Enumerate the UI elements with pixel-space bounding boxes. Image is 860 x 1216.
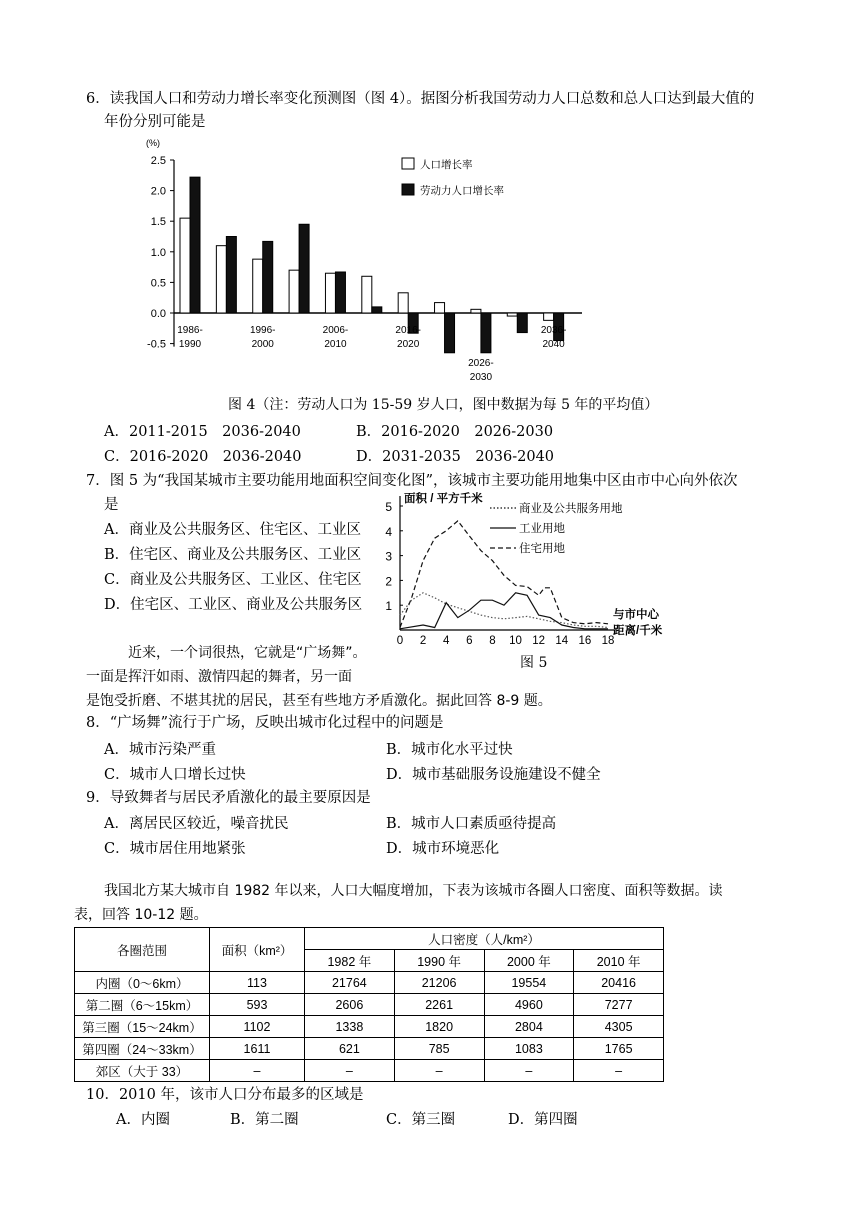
q9-option-c[interactable]: C．城市居住用地紧张: [104, 841, 246, 857]
x-tick-label: 2036-: [540, 325, 567, 336]
land-use-line-chart: [376, 488, 666, 650]
x-tick-label: 6: [466, 635, 473, 647]
labor-growth-bar: [372, 307, 382, 313]
x-tick-label: 2000: [251, 339, 274, 350]
q9-option-b[interactable]: B．城市人口素质亟待提高: [386, 816, 557, 832]
q6-option-c[interactable]: C．2016-2020 2036-2040: [104, 449, 302, 465]
population-growth-bar: [289, 270, 299, 313]
x-tick-label: 2026-: [468, 358, 494, 369]
y-tick-label: 2: [385, 574, 392, 589]
density-cell: 2261: [394, 994, 484, 1016]
passage2-line1: 我国北方某大城市自 1982 年以来，人口大幅度增加，下表为该城市各圈人口密度、面积等数据。读: [104, 883, 723, 899]
ring-name: 第二圈（6～15km）: [75, 994, 210, 1016]
q10-stem: 10．2010 年，该市人口分布最多的区域是: [86, 1087, 364, 1103]
density-cell: 785: [394, 1038, 484, 1060]
population-growth-bar: [216, 246, 226, 313]
ring-name: 郊区（大于 33）: [75, 1060, 210, 1082]
density-cell: 4960: [484, 994, 574, 1016]
population-growth-bar: [325, 273, 335, 313]
legend-label: 工业用地: [519, 523, 565, 535]
labor-growth-bar: [517, 313, 527, 333]
q10-option-d[interactable]: D．第四圈: [508, 1112, 578, 1128]
q10-option-a[interactable]: A．内圈: [116, 1112, 170, 1128]
x-tick-label: 2040: [542, 339, 565, 350]
q6-stem-line1: 6．读我国人口和劳动力增长率变化预测图（图 4）。据图分析我国劳动力人口总数和总人口达到最大值的: [86, 91, 755, 107]
q9-option-d[interactable]: D．城市环境恶化: [386, 841, 500, 857]
population-growth-bar: [507, 313, 517, 316]
legend-label: 劳动力人口增长率: [420, 185, 504, 197]
passage2-line2: 表，回答 10-12 题。: [74, 907, 208, 923]
y-tick-label: -0.5: [147, 338, 166, 351]
series-line-solid: [400, 593, 608, 629]
x-axis-label: 距离/千米: [613, 625, 663, 637]
density-cell: –: [484, 1060, 574, 1082]
y-tick-label: 5: [385, 500, 392, 514]
density-cell: 1083: [484, 1038, 574, 1060]
x-tick-label: 2010: [324, 339, 347, 350]
density-cell: –: [574, 1060, 664, 1082]
series-line-dashed: [400, 521, 608, 628]
population-density-table: [74, 927, 664, 1082]
q9-stem: 9．导致舞者与居民矛盾激化的最主要原因是: [86, 790, 371, 806]
q10-option-b[interactable]: B．第二圈: [230, 1112, 299, 1128]
density-cell: –: [305, 1060, 395, 1082]
density-cell: 21206: [394, 972, 484, 994]
x-tick-label: 0: [396, 635, 404, 647]
ring-area: 1102: [210, 1016, 305, 1038]
labor-growth-bar: [263, 241, 273, 313]
legend-swatch: [402, 158, 414, 169]
q6-option-a[interactable]: A．2011-2015 2036-2040: [104, 424, 301, 440]
x-tick-label: 16: [578, 635, 592, 647]
x-tick-label: 10: [509, 635, 522, 647]
header-year: 2010 年: [574, 950, 664, 972]
population-growth-bar: [180, 218, 190, 313]
y-tick-label: 3: [385, 549, 392, 564]
labor-growth-bar: [335, 272, 345, 313]
header-area: 面积（km²）: [210, 928, 305, 972]
q8-option-a[interactable]: A．城市污染严重: [104, 742, 216, 758]
density-cell: 2804: [484, 1016, 574, 1038]
y-tick-label: 0.0: [150, 308, 166, 320]
x-tick-label: 8: [489, 635, 496, 647]
x-tick-label: 12: [532, 635, 546, 647]
y-tick-label: 4: [385, 524, 392, 539]
population-growth-bar: [544, 313, 554, 320]
y-tick-label: 2.5: [150, 155, 166, 167]
labor-growth-bar: [445, 313, 455, 353]
q7-option-b[interactable]: B．住宅区、商业及公共服务区、工业区: [104, 547, 362, 563]
series-line-dotted: [400, 593, 608, 628]
header-density: 人口密度（人/km²）: [305, 928, 664, 950]
y-tick-label: 2.0: [150, 185, 166, 198]
table-row: [75, 1016, 664, 1038]
ring-area: 113: [210, 972, 305, 994]
passage1-line1: 近来，一个词很热，它就是“广场舞”。: [128, 645, 367, 661]
q7-stem-line2: 是: [104, 497, 119, 513]
population-growth-bar: [362, 276, 372, 313]
q8-option-b[interactable]: B．城市化水平过快: [386, 742, 513, 758]
q9-option-a[interactable]: A．离居民区较近，噪音扰民: [104, 816, 289, 832]
table-row: [75, 1038, 664, 1060]
legend-label: 住宅用地: [519, 543, 565, 555]
header-year: 2000 年: [484, 950, 574, 972]
density-cell: 4305: [574, 1016, 664, 1038]
q8-option-c[interactable]: C．城市人口增长过快: [104, 767, 246, 783]
ring-name: 第四圈（24～33km）: [75, 1038, 210, 1060]
x-tick-label: 2020: [397, 339, 420, 350]
x-tick-label: 1996-: [249, 325, 276, 336]
density-cell: 19554: [484, 972, 574, 994]
labor-growth-bar: [299, 224, 309, 313]
q6-option-b[interactable]: B．2016-2020 2026-2030: [356, 424, 554, 440]
passage1-line3: 是饱受折磨、不堪其扰的居民，甚至有些地方矛盾激化。据此回答 8-9 题。: [86, 693, 552, 709]
population-growth-bar: [471, 309, 481, 313]
q8-option-d[interactable]: D．城市基础服务设施建设不健全: [386, 767, 601, 783]
population-growth-bar: [253, 259, 263, 313]
ring-area: 1611: [210, 1038, 305, 1060]
x-tick-label: 2: [419, 635, 427, 647]
header-year: 1982 年: [305, 950, 395, 972]
q8-stem: 8．“广场舞”流行于广场，反映出城市化过程中的问题是: [86, 715, 444, 731]
x-tick-label: 1986-: [177, 325, 203, 336]
table-row: [75, 972, 664, 994]
labor-growth-bar: [226, 237, 236, 314]
y-tick-label: 1.5: [150, 216, 166, 229]
labor-growth-bar: [481, 313, 491, 353]
header-year: 1990 年: [394, 950, 484, 972]
x-tick-label: 2016-: [395, 325, 421, 336]
legend-label: 人口增长率: [420, 159, 473, 171]
population-growth-bar: [435, 303, 445, 313]
figure4-caption: 图 4（注：劳动人口为 15-59 岁人口，图中数据为每 5 年的平均值）: [228, 397, 659, 413]
y-unit-label: (%): [146, 138, 160, 148]
density-cell: 2606: [305, 994, 395, 1016]
x-tick-label: 4: [443, 635, 450, 647]
q7-stem-line1: 7．图 5 为“我国某城市主要功能用地面积空间变化图”，该城市主要功能用地集中区由市中心向外依次: [86, 473, 738, 489]
figure5-caption: 图 5: [520, 655, 548, 671]
density-cell: 1338: [305, 1016, 395, 1038]
table-row: [75, 1060, 664, 1082]
passage1-line2: 一面是挥汗如雨、激情四起的舞者，另一面: [86, 669, 352, 685]
ring-name: 第三圈（15～24km）: [75, 1016, 210, 1038]
x-tick-label: 2030: [469, 372, 493, 383]
q7-option-a[interactable]: A．商业及公共服务区、住宅区、工业区: [104, 522, 361, 538]
density-cell: –: [394, 1060, 484, 1082]
q7-option-c[interactable]: C．商业及公共服务区、工业区、住宅区: [104, 572, 362, 588]
x-tick-label: 2006-: [322, 325, 349, 336]
density-cell: 20416: [574, 972, 664, 994]
legend-label: 商业及公共服务用地: [519, 503, 623, 515]
ring-area: 593: [210, 994, 305, 1016]
labor-growth-bar: [190, 177, 200, 313]
header-range: 各圈范围: [75, 928, 210, 972]
q7-option-d[interactable]: D．住宅区、工业区、商业及公共服务区: [104, 597, 363, 613]
x-tick-label: 1990: [178, 339, 202, 350]
x-axis-label: 与市中心: [613, 609, 659, 621]
density-cell: 7277: [574, 994, 664, 1016]
y-axis-label: 面积 / 平方千米: [404, 493, 483, 505]
ring-area: –: [210, 1060, 305, 1082]
population-growth-bar: [398, 293, 408, 313]
density-cell: 621: [305, 1038, 395, 1060]
q6-option-d[interactable]: D．2031-2035 2036-2040: [356, 449, 555, 465]
table-row: [75, 994, 664, 1016]
q10-option-c[interactable]: C．第三圈: [386, 1112, 456, 1128]
density-cell: 1765: [574, 1038, 664, 1060]
x-tick-label: 18: [601, 635, 615, 647]
density-cell: 21764: [305, 972, 395, 994]
y-tick-label: 1.0: [150, 246, 166, 259]
ring-name: 内圈（0～6km）: [75, 972, 210, 994]
x-tick-label: 14: [555, 635, 569, 647]
density-cell: 1820: [394, 1016, 484, 1038]
y-tick-label: 0.5: [150, 277, 166, 290]
legend-swatch: [402, 184, 414, 195]
q6-stem-line2: 年份分别可能是: [104, 114, 206, 130]
population-growth-bar-chart: [130, 136, 600, 391]
y-tick-label: 1: [385, 599, 392, 614]
